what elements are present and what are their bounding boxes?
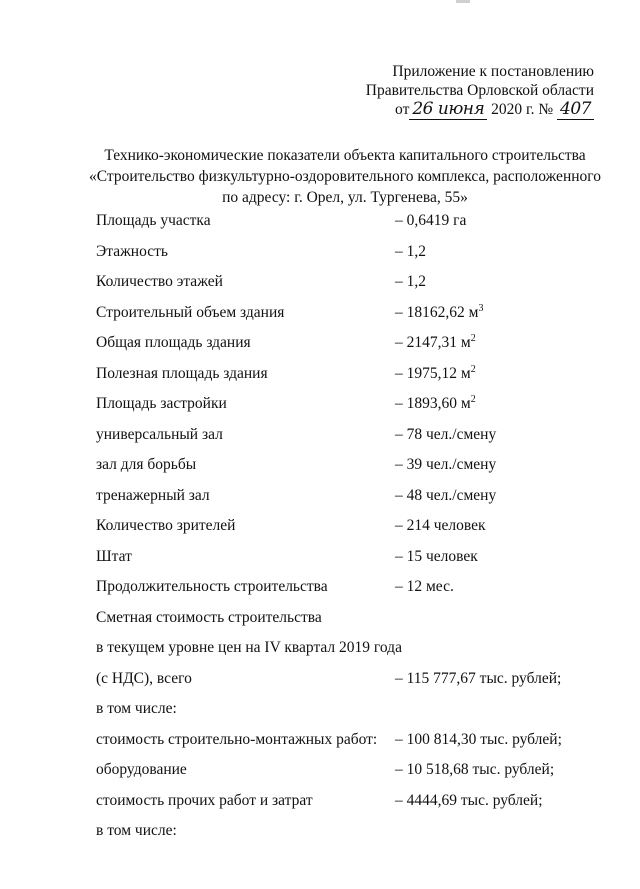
indicator-row	[96, 334, 616, 365]
indicator-value	[395, 731, 562, 749]
indicator-value	[395, 792, 543, 810]
indicator-value-text: – 2147,31 м	[395, 334, 471, 351]
unit-exponent: 3	[478, 302, 484, 314]
indicator-label: стоимость прочих работ и затрат	[96, 791, 313, 809]
indicator-value-text: – 4444,69 тыс. рублей;	[395, 791, 543, 809]
indicator-value-text: – 48 чел./смену	[395, 486, 497, 504]
indicator-label: в том числе:	[96, 700, 177, 717]
indicator-label: зал для борьбы	[96, 456, 197, 473]
handwritten-number: 407	[557, 99, 594, 120]
indicator-list	[96, 212, 616, 853]
appendix-date-line	[330, 100, 594, 119]
from-label: от	[395, 101, 410, 118]
indicator-value	[395, 761, 554, 779]
indicator-value-text: – 0,6419 га	[395, 212, 467, 229]
indicator-label: Количество зрителей	[96, 517, 236, 534]
indicator-label: Площадь участка	[96, 212, 211, 229]
indicator-value-text: – 214 человек	[395, 517, 486, 534]
indicator-value-text: – 115 777,67 тыс. рублей;	[395, 669, 562, 687]
indicator-label: Штат	[96, 547, 132, 565]
indicator-value-text: – 1,2	[395, 242, 426, 260]
indicator-row	[96, 700, 616, 731]
title-line-1: Технико-экономические показатели объекта капитального строительства	[104, 147, 586, 164]
indicator-label: Сметная стоимость строительства	[96, 608, 322, 626]
indicator-label: оборудование	[96, 761, 187, 778]
indicator-value-text: – 12 мес.	[395, 578, 454, 595]
indicator-value	[395, 578, 454, 596]
indicator-value	[395, 334, 476, 352]
title-line-2: «Строительство физкультурно-оздоровительного комплекса, расположенного	[88, 168, 601, 185]
indicator-value-text: – 10 518,68 тыс. рублей;	[395, 761, 555, 778]
title-line-3: по адресу: г. Орел, ул. Тургенева, 55»	[222, 189, 468, 206]
indicator-value	[395, 395, 476, 413]
indicator-label: Площадь застройки	[96, 395, 227, 412]
indicator-row	[96, 304, 616, 335]
indicator-row	[96, 670, 616, 701]
year-label: 2020 г. №	[491, 101, 554, 118]
indicator-value	[395, 548, 478, 566]
unit-exponent: 2	[470, 332, 476, 344]
indicator-row	[96, 578, 616, 609]
indicator-label: Этажность	[96, 242, 168, 260]
indicator-label: Строительный объем здания	[96, 303, 285, 321]
indicator-row	[96, 365, 616, 396]
appendix-header	[330, 62, 594, 119]
indicator-label: (с НДС), всего	[96, 669, 192, 687]
appendix-line-2: Правительства Орловской области	[365, 82, 594, 99]
indicator-row	[96, 822, 616, 853]
indicator-value-text: – 15 человек	[395, 547, 478, 565]
indicator-row	[96, 426, 616, 457]
indicator-label: Продолжительность строительства	[96, 578, 328, 595]
indicator-label: в текущем уровне цен на IV квартал 2019 года	[96, 639, 402, 656]
indicator-label: стоимость строительно-монтажных работ:	[96, 730, 378, 748]
indicator-value	[395, 273, 426, 291]
indicator-label: универсальный зал	[96, 425, 223, 443]
indicator-row	[96, 273, 616, 304]
indicator-value	[395, 517, 486, 535]
indicator-row	[96, 487, 616, 518]
indicator-value-text: – 1,2	[395, 273, 426, 290]
indicator-row	[96, 761, 616, 792]
handwritten-date: 26 июня	[409, 99, 487, 120]
indicator-label: Количество этажей	[96, 273, 223, 290]
indicator-row	[96, 517, 616, 548]
indicator-row	[96, 456, 616, 487]
indicator-value-text: – 1975,12 м	[395, 364, 471, 382]
indicator-row	[96, 548, 616, 579]
scan-artifact	[456, 0, 470, 3]
indicator-row	[96, 792, 616, 823]
indicator-value	[395, 487, 496, 505]
indicator-value	[395, 426, 496, 444]
document-title	[80, 145, 610, 208]
unit-exponent: 2	[470, 363, 476, 375]
indicator-row	[96, 243, 616, 274]
indicator-value	[395, 670, 561, 688]
indicator-value-text: – 1893,60 м	[395, 395, 471, 412]
indicator-value-text: – 100 814,30 тыс. рублей;	[395, 730, 562, 748]
indicator-value-text: – 18162,62 м	[395, 303, 479, 321]
indicator-row	[96, 395, 616, 426]
indicator-row	[96, 609, 616, 640]
indicator-row	[96, 639, 616, 670]
indicator-label: в том числе:	[96, 822, 177, 839]
indicator-row	[96, 212, 616, 243]
indicator-label: Общая площадь здания	[96, 334, 251, 351]
indicator-row	[96, 731, 616, 762]
indicator-label: тренажерный зал	[96, 486, 210, 504]
indicator-value	[395, 365, 476, 383]
indicator-value	[395, 304, 483, 322]
indicator-value	[395, 456, 496, 474]
indicator-label: Полезная площадь здания	[96, 364, 268, 382]
indicator-value-text: – 78 чел./смену	[395, 425, 497, 443]
unit-exponent: 2	[470, 393, 476, 405]
indicator-value	[395, 212, 466, 230]
appendix-line-1: Приложение к постановлению	[392, 63, 594, 80]
indicator-value-text: – 39 чел./смену	[395, 456, 497, 473]
indicator-value	[395, 243, 426, 261]
